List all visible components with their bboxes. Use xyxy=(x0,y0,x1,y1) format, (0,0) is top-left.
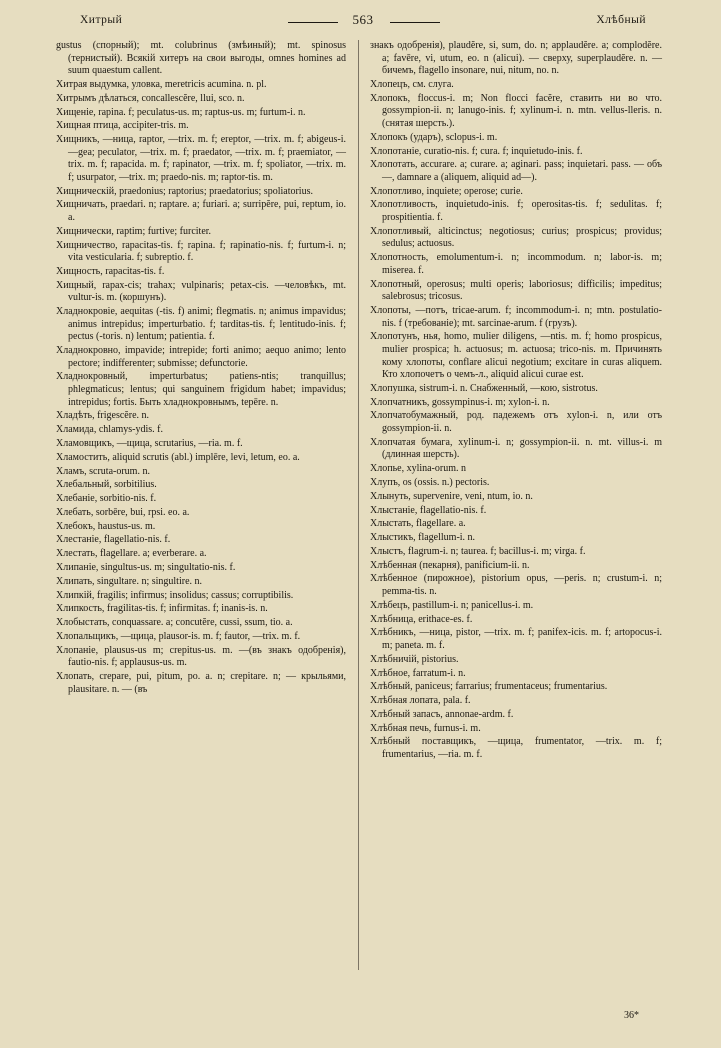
dictionary-entry: Хлопотливость, inquietudo-inis. f; operositas-tis. f; sedulitas. f; prospitientia. f. xyxy=(370,199,662,224)
dictionary-entry: Хладнокровный, imperturbatus; patiens-ntis; tranquillus; phlegmaticus; lentus; qui sanguinem frigidum habet; impavidus; intrepidus; fortis. Быть хладнокровнымъ, tepēre. n. xyxy=(56,371,346,408)
dictionary-entry: Хлыстать, flagellare. a. xyxy=(370,518,466,530)
dictionary-entry: Хлопчатобумажный, род. падежемъ отъ xylon-i. n, или отъ gossympion-ii. n. xyxy=(370,410,662,435)
dictionary-entry: Хлѣбникъ, —ница, pistor, —trix. m. f; panifex-icis. m. f; artopocus-i. m; paneta. m. f. xyxy=(370,627,662,651)
dictionary-entry: Хладнокровіе, aequitas (-tis. f) animi; flegmatis. n; animus impavidus; animus intrepidus; imperturbatio. f; tarditas-tis. f; lentitudo-inis. f; pectus (-toris. n) lentum; patientia. f. xyxy=(56,306,346,343)
dictionary-entry: Хлопальщикъ, —щица, plausor-is. m. f; fautor, —trix. m. f. xyxy=(56,630,301,642)
dictionary-entry: Хлѣбное, farratum-i. n. xyxy=(370,667,466,679)
dictionary-entry: Хлопотаніе, curatio-nis. f; cura. f; inquietudo-inis. f. xyxy=(370,145,583,157)
dictionary-entry: Хищный, rapax-cis; trahax; vulpinaris; petax-cis. —человѣкъ, mt. vultur-is. m. (коршунъ). xyxy=(56,279,346,304)
dictionary-entry: Хламостить, aliquid scrutis (abl.) implēre, levi, letum, eo. a. xyxy=(56,451,300,463)
right-column xyxy=(370,40,662,763)
dictionary-entry: Хлынуть, supervenire, veni, ntum, io. n. xyxy=(370,490,533,502)
header-right-word: Хлѣбный xyxy=(596,14,646,26)
dictionary-entry: Хлестать, flagellare. a; everberare. a. xyxy=(56,548,207,560)
column-divider xyxy=(358,40,359,970)
dictionary-entry: Хлебать, sorbēre, bui, rpsi. eo. a. xyxy=(56,506,190,518)
dictionary-entry: Хладнокровно, impavide; intrepide; forti animo; aequo animo; lento pectore; indifferenter; submisse; defunctorie. xyxy=(56,345,346,369)
dictionary-entry: Хлопоты, —потъ, tricae-arum. f; incommodum-i. n; mtn. postulatio-nis. f (требованіе); mt. sarcinae-arum. f (грузъ). xyxy=(370,304,662,329)
dictionary-entry: Хищничать, praedari. n; raptare. a; furiari. a; surripĕre, pui, reptum, io. a. xyxy=(56,199,346,224)
dictionary-entry: Хламовщикъ, —щица, scrutarius, —ria. m. f. xyxy=(56,438,243,449)
dictionary-entry: Хлопотунъ, нья, homo, mulier diligens, —ntis. m. f; homo prospicus, mulier prospica; h. actuosus; m. actuosa; trico-nis. m. Причинять кому хлопоты, conflare alicui negotium; excitare in curas aliquem. Кто хлопочетъ о чемъ-л., aliquid alicui curae est. xyxy=(370,331,662,381)
dictionary-entry: Хлопотный, operosus; multi operis; laboriosus; difficilis; impeditus; salebrosus; tricosus. xyxy=(370,278,662,303)
dictionary-entry: Хлопать, crepare, pui, pitum, po. a. n; crepitare. n; — крыльями, plausitare. n. — (въ xyxy=(56,671,346,695)
dictionary-entry: Хлѣбенная (пекарня), panificium-ii. n. xyxy=(370,559,530,571)
dictionary-entry: Хлѣбенное (пирожное), pistorium opus, —peris. n; crustum-i. n; pemma-tis. n. xyxy=(370,573,662,598)
dictionary-entry: Хлѣбный запасъ, annonae-ardm. f. xyxy=(370,708,514,720)
dictionary-entry: Хлыстаніе, flagellatio-nis. f. xyxy=(370,504,487,516)
dictionary-entry: Хлопчатая бумага, xylinum-i. n; gossympion-ii. n. mt. villus-i. m (длинная шерсть). xyxy=(370,436,662,461)
dictionary-entry: Хищнически, raptim; furtive; furciter. xyxy=(56,225,212,237)
dictionary-entry: Хлопецъ, см. слуга. xyxy=(370,78,454,90)
dictionary-entry: Хлѣбный, paniceus; farrarius; frumentaceus; frumentarius. xyxy=(370,681,608,693)
page-number: 563 xyxy=(352,12,374,27)
dictionary-entry: Хлебальный, sorbitilius. xyxy=(56,479,157,491)
dictionary-entry: Хлопушка, sistrum-i. n. Снабженный, —кою, sistrotus. xyxy=(370,382,598,394)
dictionary-entry: Хлипкій, fragilis; infirmus; insolidus; cassus; corruptibilis. xyxy=(56,589,294,601)
dictionary-entry: Хлупъ, os (ossis. n.) pectoris. xyxy=(370,476,490,488)
dictionary-entry: Хищеніе, rapina. f; peculatus-us. m; raptus-us. m; furtum-i. n. xyxy=(56,106,306,118)
dictionary-entry: Хлопотность, emolumentum-i. n; incommodum. n; labor-is. m; miserea. f. xyxy=(370,252,662,276)
left-column xyxy=(56,40,346,697)
dictionary-entry: Хлопокъ (ударъ), sclopus-i. m. xyxy=(370,131,498,143)
dictionary-entry: Хлебокъ, haustus-us. m. xyxy=(56,520,156,532)
dictionary-entry: Хлѣбничій, pistorius. xyxy=(370,653,459,665)
dictionary-entry: Хлобыстать, conquassare. a; concutĕre, cussi, ssum, tio. a. xyxy=(56,617,293,629)
dictionary-entry: Хищность, rapacitas-tis. f. xyxy=(56,265,165,277)
dictionary-entry: Хладѣть, frigescĕre. n. xyxy=(56,410,150,422)
dictionary-entry: Хищная птица, accipiter-tris. m. xyxy=(56,120,189,132)
dictionary-entry: Хлѣбная лопата, pala. f. xyxy=(370,695,471,707)
header-rule-right xyxy=(390,22,440,23)
dictionary-entry: знакъ одобренія), plaudĕre, si, sum, do. n; applaudĕre. a; complodĕre. a; favēre, vi, utum, eo. n (alicui). — сверху, superplaudĕre. n. —бичемъ, flagello insonare, nui, nitum, no. n. xyxy=(370,40,662,77)
dictionary-entry: Хлопотливо, inquiete; operose; curie. xyxy=(370,185,523,197)
header-left-word: Хитрый xyxy=(80,14,123,26)
dictionary-entry: Хлѣбница, erithace-es. f. xyxy=(370,613,473,625)
dictionary-entry: Хищничество, rapacitas-tis. f; rapina. f; rapinatio-nis. f; furtum-i. n; vita vesticularia. f; subreptio. f. xyxy=(56,239,346,264)
dictionary-entry: Хлипкость, fragilitas-tis. f; infirmitas. f; inanis-is. n. xyxy=(56,603,268,615)
dictionary-entry: Хлопокъ, floccus-i. m; Non flocci facĕre, ставить ни во что. gossympion-ii. n; lanugo-inis. f; xylinum-i. n. mtn. vellus-lleris. n. (снятая шерсть.). xyxy=(370,92,662,129)
running-header xyxy=(40,14,686,32)
dictionary-entry: Хитрымъ дѣлаться, concallescĕre, llui, sco. n. xyxy=(56,92,245,104)
dictionary-entry: Хлебаніе, sorbitio-nis. f. xyxy=(56,493,157,505)
dictionary-entry: Хлыстикъ, flagellum-i. n. xyxy=(370,532,476,544)
dictionary-entry: Хлопотать, accurare. a; curare. a; aginari. pass; inquietari. pass. — объ—, damnare a (aliquem, aliquid ad—). xyxy=(370,159,662,183)
dictionary-entry: Хлопчатникъ, gossympinus-i. m; xylon-i. n. xyxy=(370,396,550,408)
dictionary-entry: gustus (спорный); mt. colubrinus (змѣиный); mt. spinosus (тернистый). Всякій хитеръ на свои выгоды, omnes homines ad suum quaestum callent. xyxy=(56,40,346,77)
dictionary-entry: Хламида, chlamys-ydis. f. xyxy=(56,424,164,436)
dictionary-entry: Хлопотливый, alticinctus; negotiosus; curius; prospicus; providus; sedulus; actuosus. xyxy=(370,225,662,250)
dictionary-entry: Хлыстъ, flagrum-i. n; taurea. f; bacillus-i. m; virga. f. xyxy=(370,545,586,557)
dictionary-entry: Хлипаніе, singultus-us. m; singultatio-nis. f. xyxy=(56,562,236,574)
dictionary-entry: Хлестаніе, flagellatio-nis. f. xyxy=(56,534,171,546)
dictionary-entry: Хитрая выдумка, уловка, meretricis acumina. n. pl. xyxy=(56,78,267,90)
printer-signature: 36* xyxy=(624,1010,639,1021)
dictionary-entry: Хламъ, scruta-orum. n. xyxy=(56,465,150,477)
dictionary-entry: Хищникъ, —ница, raptor, —trix. m. f; ereptor, —trix. m. f; abigeus-i. —gea; peculator, —trix. m. f; praedator, —trix. m. f; praemiator, —trix. m. f; rapacida. m. f; rapinator, —trix. m. f; spoliator, —trix. m. f; usurpator, —trix. m; praedo-nis. m; raptor-tis. m. xyxy=(56,134,346,183)
dictionary-entry: Хлѣбная печь, furnus-i. m. xyxy=(370,722,481,734)
dictionary-entry: Хлѣбный поставщикъ, —щица, frumentator, —trix. m. f; frumentarius, —ria. m. f. xyxy=(370,736,662,761)
dictionary-entry: Хлипать, singultare. n; singultire. n. xyxy=(56,575,203,587)
dictionary-entry: Хлопье, xylina-orum. n xyxy=(370,463,466,475)
dictionary-entry: Хлопаніе, plausus-us m; crepitus-us. m. —(въ знакъ одобренія), fautio-nis. f; applausus-us. m. xyxy=(56,644,346,669)
dictionary-entry: Хлѣбецъ, pastillum-i. n; panicellus-i. m. xyxy=(370,599,534,611)
dictionary-entry: Хищническій, praedonius; raptorius; praedatorius; spoliatorius. xyxy=(56,185,313,197)
